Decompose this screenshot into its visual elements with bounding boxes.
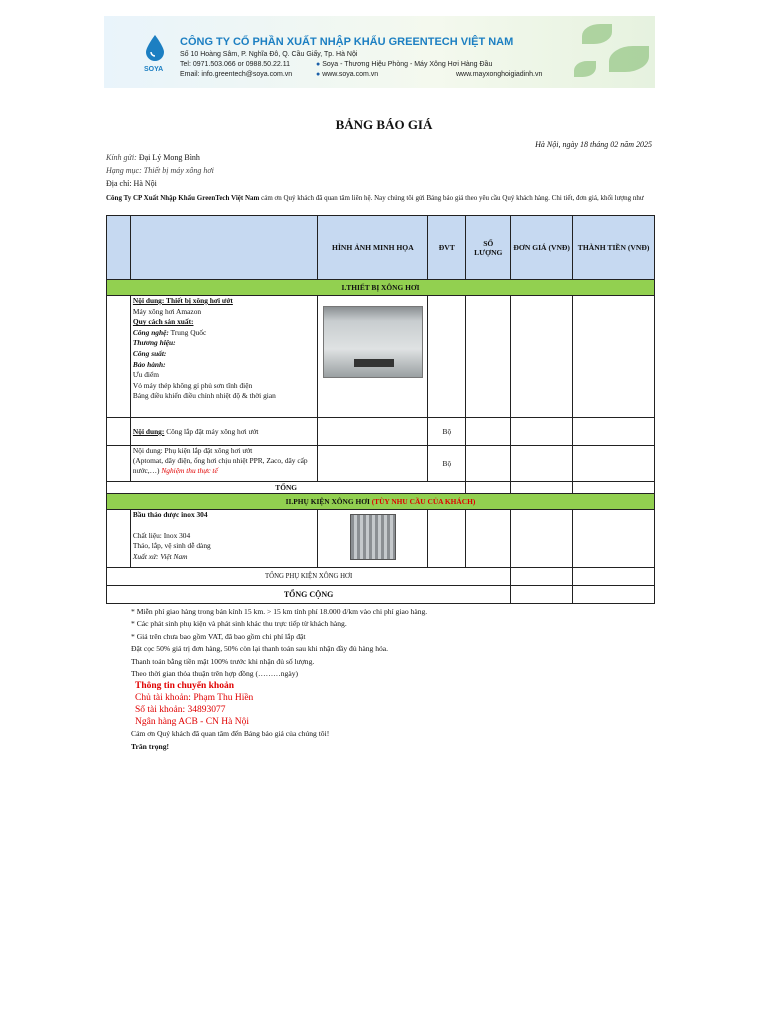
table-row [107,510,655,568]
regards-line: Trân trọng! [131,741,170,751]
note-line: Đặt cọc 50% giá trị đơn hàng, 50% còn lại thanh toán sau khi nhận đầy đủ hàng hóa. [131,644,389,654]
note-line: * Miễn phí giao hàng trong bán kính 15 km. > 15 km tính phí 18.000 đ/km vào chi phí giao hàng. [131,607,428,616]
bank-name: Ngân hàng ACB - CN Hà Nội [135,717,249,728]
notes-block [131,606,427,753]
kinh-gui-label: Kính gửi: [106,153,137,162]
bank-title: Thông tin chuyển khoản [135,681,234,692]
item-power-label: Công suất: [132,348,167,358]
bank-owner: Chủ tài khoản: Phạm Thu Hiền [135,693,254,704]
item-feature: Tháo, lắp, vệ sinh dễ dàng [132,541,211,551]
intro-text: Công Ty CP Xuất Nhập Khẩu GreenTech Việt Nam cảm ơn Quý khách đã quan tâm liên hệ. Nay chúng tôi gửi Bảng báo giá theo yêu cầu Quý khách hàng. Chi tiết, đơn giá, khối lượng như [106,194,644,202]
note-line: Thanh toán bằng tiền mặt 100% trước khi nhận đủ số lượng. [131,656,315,666]
item-advantages-label: Ưu điểm [132,370,159,380]
herbal-pot-image [350,514,396,560]
grand-total-label: TỔNG CỘNG [107,586,511,604]
company-website[interactable]: www.soya.com.vn [322,71,379,78]
item-origin: Xuất xứ: Việt Nam [132,551,188,561]
col-header-image: HÌNH ẢNH MINH HỌA [318,216,428,280]
item-spec-label: Quy cách sản xuất: [132,317,194,327]
note-line: * Các phát sinh phụ kiện và phát sinh khác thu trực tiếp từ khách hàng. [131,619,347,629]
table-row: Nội dung: Phụ kiện lắp đặt xông hơi ướt (Aptomat, dây điện, ống hơi chịu nhiệt PPR, Zaco, dây cấp nước,…) Nghiệm thu thực tế Bộ [107,446,655,482]
dia-chi-label: Địa chỉ: [106,179,132,188]
col-header [107,216,131,280]
table-header-row [107,216,655,280]
water-drop-icon [144,34,166,62]
grand-total-row [107,586,655,604]
col-header-qty: SỐ LƯỢNG [466,216,511,280]
subtotal-row [107,568,655,586]
item-material: Chất liệu: Inox 304 [132,530,191,540]
col-header-unit: ĐVT [428,216,466,280]
company-tel: Tel: 0971.503.066 or 0988.50.22.11 [180,61,291,68]
quotation-table [106,215,655,604]
steam-generator-image [323,306,423,378]
doc-date: Hà Nội, ngày 18 tháng 02 năm 2025 [535,140,652,149]
col-header-price: ĐƠN GIÁ (VNĐ) [511,216,573,280]
item-title: Bầu thảo dược inox 304 [132,510,208,519]
hang-muc-value: Thiết bị máy xông hơi [143,166,214,175]
subtotal-label: TỔNG PHỤ KIỆN XÔNG HƠI [107,568,511,586]
kinh-gui-value: Đại Lý Mong Bình [138,153,200,162]
total-label: TỔNG [107,482,466,494]
note-line: * Giá trên chưa bao gồm VAT, đã bao gồm chi phí lắp đặt [131,631,306,641]
item-brand-label: Thương hiệu: [132,338,176,348]
table-row: Nội dung: Công lắp đặt máy xông hơi ướt Bộ [107,418,655,446]
thanks-line: Cảm ơn Quý khách đã quan tâm đến Bảng báo giá của chúng tôi! [131,729,330,739]
section-heading: I.THIẾT BỊ XÔNG HƠI [107,280,655,296]
table-row: Nội dung: Thiết bị xông hơi ướt Máy xông hơi Amazon Quy cách sản xuất: Công nghệ: Trung Quốc Thương hiệu: Công suất: Bảo hành: Ưu điểm Vỏ máy thép không gỉ phủ sơn tĩnh điện Bảng điều khiển điều chỉnh nhiệt độ & thời gian [107,296,655,418]
company-facebook[interactable]: Soya - Thương Hiệu Phòng - Máy Xông Hơi Hàng Đầu [322,61,493,68]
hang-muc-label: Hạng mục: [106,166,142,175]
section-heading: II.PHỤ KIỆN XÔNG HƠI (TÙY NHU CẦU CỦA KHÁCH) [107,494,655,510]
leaf-decoration [609,46,649,72]
company-name: CÔNG TY CỔ PHẦN XUẤT NHẬP KHẨU GREENTECH VIỆT NAM [180,36,514,48]
unit-cell: Bộ [428,418,466,446]
company-website-2[interactable]: www.mayxonghoigiadinh.vn [456,71,543,78]
dia-chi-value: Hà Nội [133,179,157,188]
facebook-icon: ● [316,61,321,68]
item-advantage: Vỏ máy thép không gỉ phủ sơn tĩnh điện [132,380,253,390]
item-name: Máy xông hơi Amazon [132,306,202,316]
item-warranty-label: Bảo hành: [132,359,166,369]
company-address: Số 10 Hoàng Sâm, P. Nghĩa Đô, Q. Cầu Giấy, Tp. Hà Nội [180,51,358,58]
total-row [107,482,655,494]
item-title: Nội dung: Thiết bị xông hơi ướt [132,296,233,305]
logo-text: SOYA [144,66,164,73]
bank-account: Số tài khoản: 34893077 [135,705,226,716]
company-email[interactable]: Email: info.greentech@soya.com.vn [180,71,293,78]
letterhead-banner [104,16,655,88]
col-header-total: THÀNH TIỀN (VNĐ) [573,216,655,280]
unit-cell: Bộ [428,446,466,482]
note-line: Theo thời gian thỏa thuận trên hợp đồng (………ngày) [131,669,299,679]
leaf-decoration [582,24,612,44]
page-title: BẢNG BÁO GIÁ [335,117,433,132]
globe-icon: ● [316,71,321,78]
col-header [130,216,317,280]
item-advantage: Bảng điều khiển điều chỉnh nhiệt độ & thời gian [132,391,276,401]
leaf-decoration [574,61,596,77]
